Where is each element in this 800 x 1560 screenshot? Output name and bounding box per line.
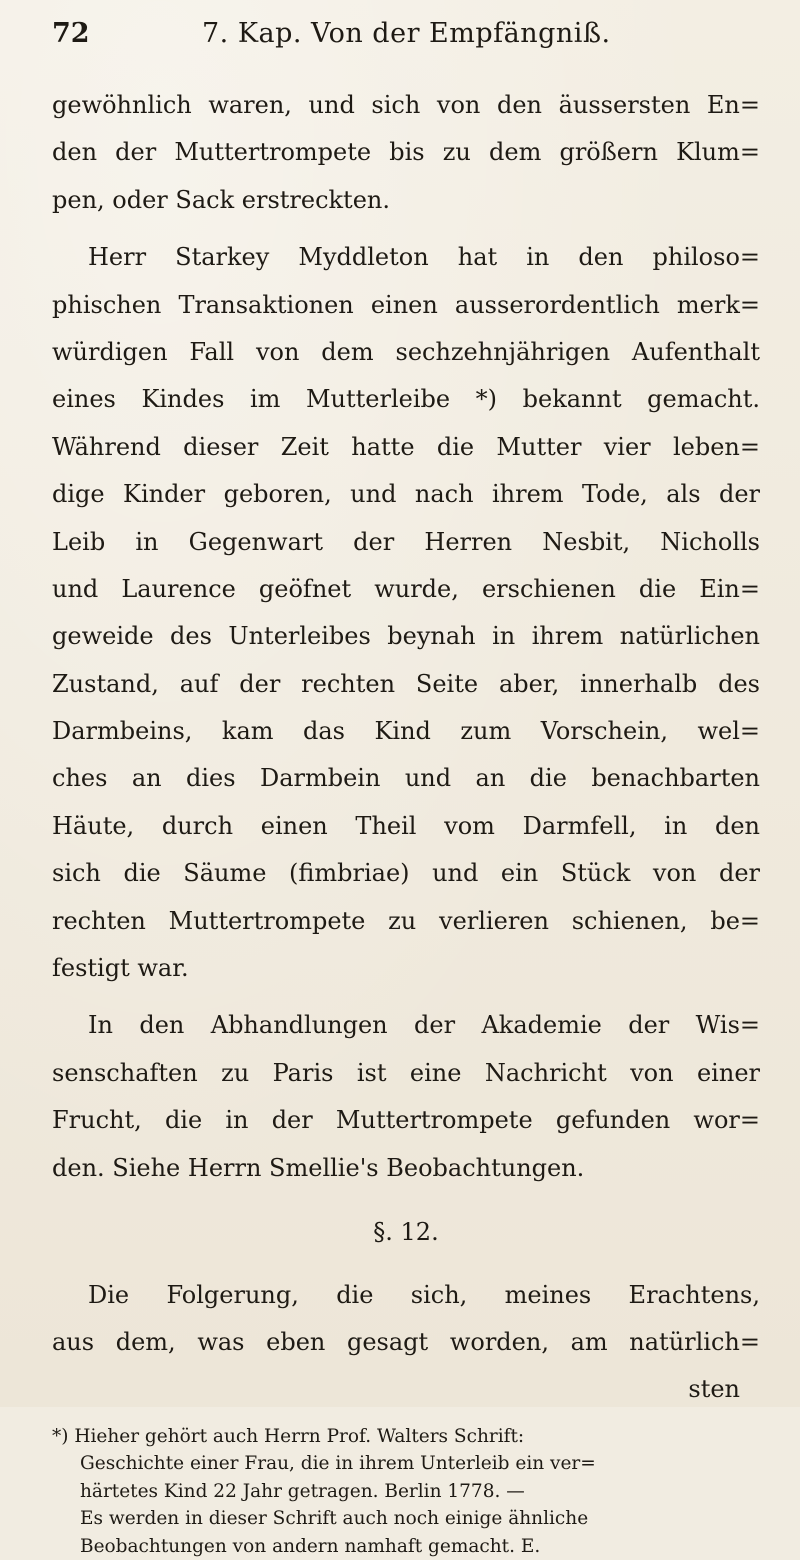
paragraph (52, 234, 760, 992)
text-line: würdigen Fall von dem sechzehnjährigen Aufenthalt (52, 337, 760, 366)
text-line: dige Kinder geboren, und nach ihrem Tode, als der (52, 480, 760, 509)
footnote-line: härtetes Kind 22 Jahr getragen. Berlin 1778. — (80, 1480, 525, 1502)
text-line: eines Kindes im Mutterleibe *) bekannt gemacht. (52, 385, 760, 414)
section-number: §. 12. (373, 1217, 439, 1246)
text-line: Darmbeins, kam das Kind zum Vorschein, wel= (52, 717, 760, 746)
text-line: Herr Starkey Myddleton hat in den philoso= (88, 243, 760, 272)
text-line: rechten Muttertrompete zu verlieren schienen, be= (52, 906, 760, 935)
text-line: pen, oder Sack erstreckten. (52, 185, 390, 214)
text-line: Leib in Gegenwart der Herren Nesbit, Nicholls (52, 527, 760, 556)
paragraph (52, 82, 760, 224)
text-line: den. Siehe Herrn Smellie's Beobachtungen. (52, 1153, 585, 1182)
text-line: ches an dies Darmbein und an die benachbarten (52, 764, 760, 793)
footnote-line: Geschichte einer Frau, die in ihrem Unterleib ein ver= (80, 1453, 596, 1475)
footnote-line: Es werden in dieser Schrift auch noch einige ähnliche (80, 1508, 589, 1530)
footnote-line: Beobachtungen von andern namhaft gemacht. E. (80, 1535, 541, 1557)
body-text (52, 82, 760, 1411)
text-line: Die Folgerung, die sich, meines Erachtens, (88, 1280, 760, 1309)
text-line: den der Muttertrompete bis zu dem größern Klum= (52, 138, 760, 167)
text-line: sich die Säume (fimbriae) und ein Stück von der (52, 859, 760, 888)
text-line: Häute, durch einen Theil vom Darmfell, in den (52, 811, 760, 840)
paragraph (52, 1002, 760, 1192)
text-line: aus dem, was eben gesagt worden, am natürlich= (52, 1328, 760, 1357)
text-line: senschaften zu Paris ist eine Nachricht von einer (52, 1058, 760, 1087)
chapter-heading: 7. Kap. Von der Empfängniß. (202, 18, 611, 49)
text-line: geweide des Unterleibes beynah in ihrem natürlichen (52, 622, 760, 651)
text-line: festigt war. (52, 954, 189, 983)
text-line: Frucht, die in der Muttertrompete gefunden wor= (52, 1106, 760, 1135)
text-line: gewöhnlich waren, und sich von den äussersten En= (52, 91, 760, 119)
text-line: phischen Transaktionen einen ausserordentlich merk= (52, 290, 760, 319)
text-line: Während dieser Zeit hatte die Mutter vier leben= (52, 432, 760, 461)
page-number: 72 (52, 18, 90, 49)
paragraph (52, 1272, 760, 1367)
catchword: sten (688, 1374, 740, 1403)
footnote (52, 1423, 760, 1560)
text-line: In den Abhandlungen der Akademie der Wis= (88, 1011, 760, 1040)
text-line: Zustand, auf der rechten Seite aber, innerhalb des (52, 669, 760, 698)
text-line: und Laurence geöfnet wurde, erschienen die Ein= (52, 574, 760, 603)
footnote-line: *) Hieher gehört auch Herrn Prof. Walters Schrift: (52, 1425, 525, 1447)
running-head (52, 18, 760, 62)
